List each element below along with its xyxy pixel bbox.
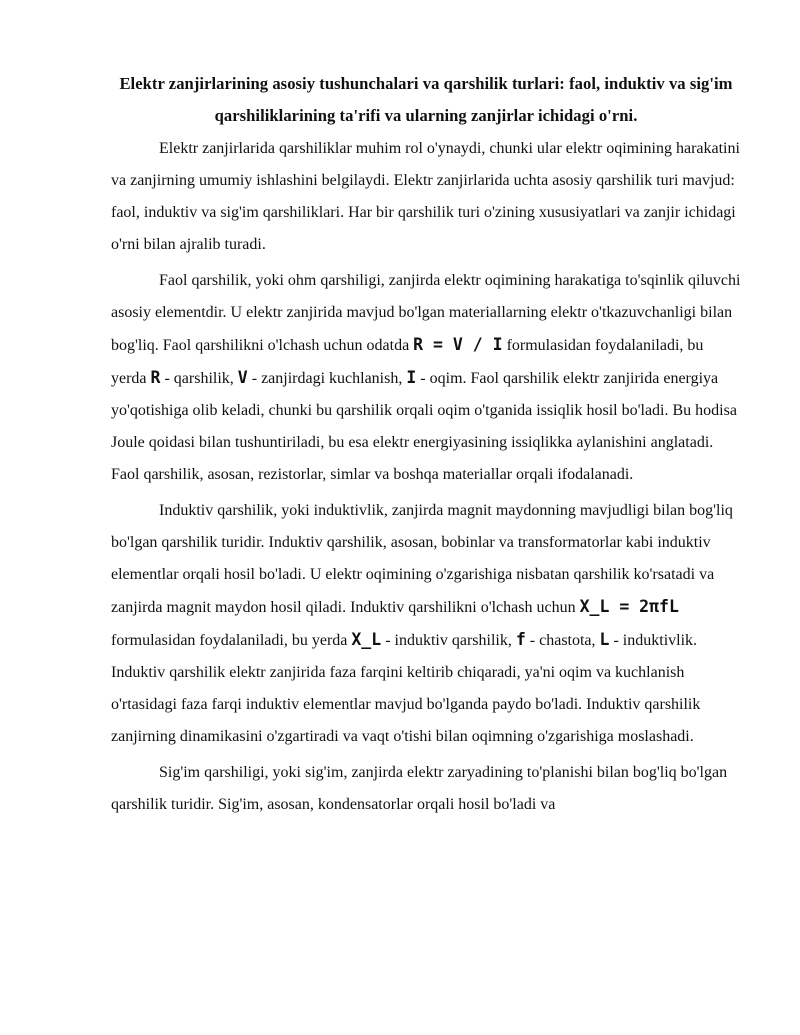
paragraph-intro: Elektr zanjirlarida qarshiliklar muhim rol o'ynaydi, chunki ular elektr oqimining harakatini va zanjirning umumiy ishlashini belgilaydi. Elektr zanjirlarida uchta asosiy qarshilik turi mavjud: faol, induktiv va sig'im qarshiliklari. Har bir qarshilik turi o'zining xususiyatlari va zanjir ichidagi o'rni bilan ajralib turadi. xyxy=(111,140,740,253)
document-page xyxy=(111,68,741,825)
document-title: Elektr zanjirlarining asosiy tushunchalari va qarshilik turlari: faol, induktiv va sig'im qarshiliklarining ta'rifi va ularning zanjirlar ichidagi o'rni. xyxy=(119,74,733,125)
symbol-r: R xyxy=(150,368,161,387)
symbol-l: L xyxy=(599,630,610,649)
text-run: - chastota, xyxy=(525,632,600,649)
text-run: Induktiv qarshilik, yoki induktivlik, zanjirda magnit maydonning mavjudligi bilan bog'liq bo'lgan qarshilik turidir. Induktiv qarshilik, asosan, bobinlar va transformatorlar kabi induktiv elementlar orqali hosil bo'ladi. U elektr oqimining o'zgarishiga nisbatan qarshilik ko'rsatadi va zanjirda magnit maydon hosil qiladi. Induktiv qarshilikni o'lchash uchun xyxy=(111,502,733,616)
paragraph-inductive-resistance xyxy=(111,495,741,753)
symbol-xl: X_L xyxy=(351,630,382,649)
text-run: - induktiv qarshilik, xyxy=(381,632,516,649)
symbol-v: V xyxy=(237,368,248,387)
paragraph-capacitive-resistance: Sig'im qarshiligi, yoki sig'im, zanjirda elektr zaryadining to'planishi bilan bog'liq bo'lgan qarshilik turidir. Sig'im, asosan, kondensatorlar orqali hosil bo'ladi va xyxy=(111,764,728,813)
text-run: - zanjirdagi kuchlanish, xyxy=(247,370,407,387)
formula-ohm: R = V / I xyxy=(413,335,503,354)
text-run: - induktivlik. Induktiv qarshilik elektr zanjirida faza farqini keltirib chiqaradi, ya'ni oqim va kuchlanish o'rtasidagi faza farqi induktiv elementlar mavjud bo'lganda paydo bo'ladi. Induktiv qarshilik zanjirning dinamikasini o'zgartiradi va vaqt o'tishi bilan oqimning o'zgarishiga moslashadi. xyxy=(111,632,701,745)
text-run: - oqim. Faol qarshilik elektr zanjirida energiya yo'qotishiga olib keladi, chunki bu qarshilik orqali oqim o'tganida issiqlik hosil bo'ladi. Bu hodisa Joule qoidasi bilan tushuntiriladi, bu esa elektr energiyasining issiqlikka aylanishini anglatadi. Faol qarshilik, asosan, rezistorlar, simlar va boshqa materiallar orqali ifodalanadi. xyxy=(111,370,737,483)
symbol-i: I xyxy=(406,368,417,387)
text-run: Faol qarshilik, yoki ohm qarshiligi, zanjirda elektr oqimining harakatiga to'sqinlik qiluvchi asosiy elementdir. U elektr zanjirida mavjud bo'lgan materiallarning elektr o'tkazuvchanligi bilan bog'liq. Faol qarshilikni o'lchash uchun odatda xyxy=(111,272,741,354)
text-run: formulasidan foydalaniladi, bu yerda xyxy=(111,337,704,387)
paragraph-active-resistance xyxy=(111,265,741,491)
text-run: formulasidan foydalaniladi, bu yerda xyxy=(111,632,352,649)
formula-inductive: X_L = 2πfL xyxy=(579,597,679,616)
text-run: - qarshilik, xyxy=(160,370,238,387)
symbol-f: f xyxy=(515,630,526,649)
